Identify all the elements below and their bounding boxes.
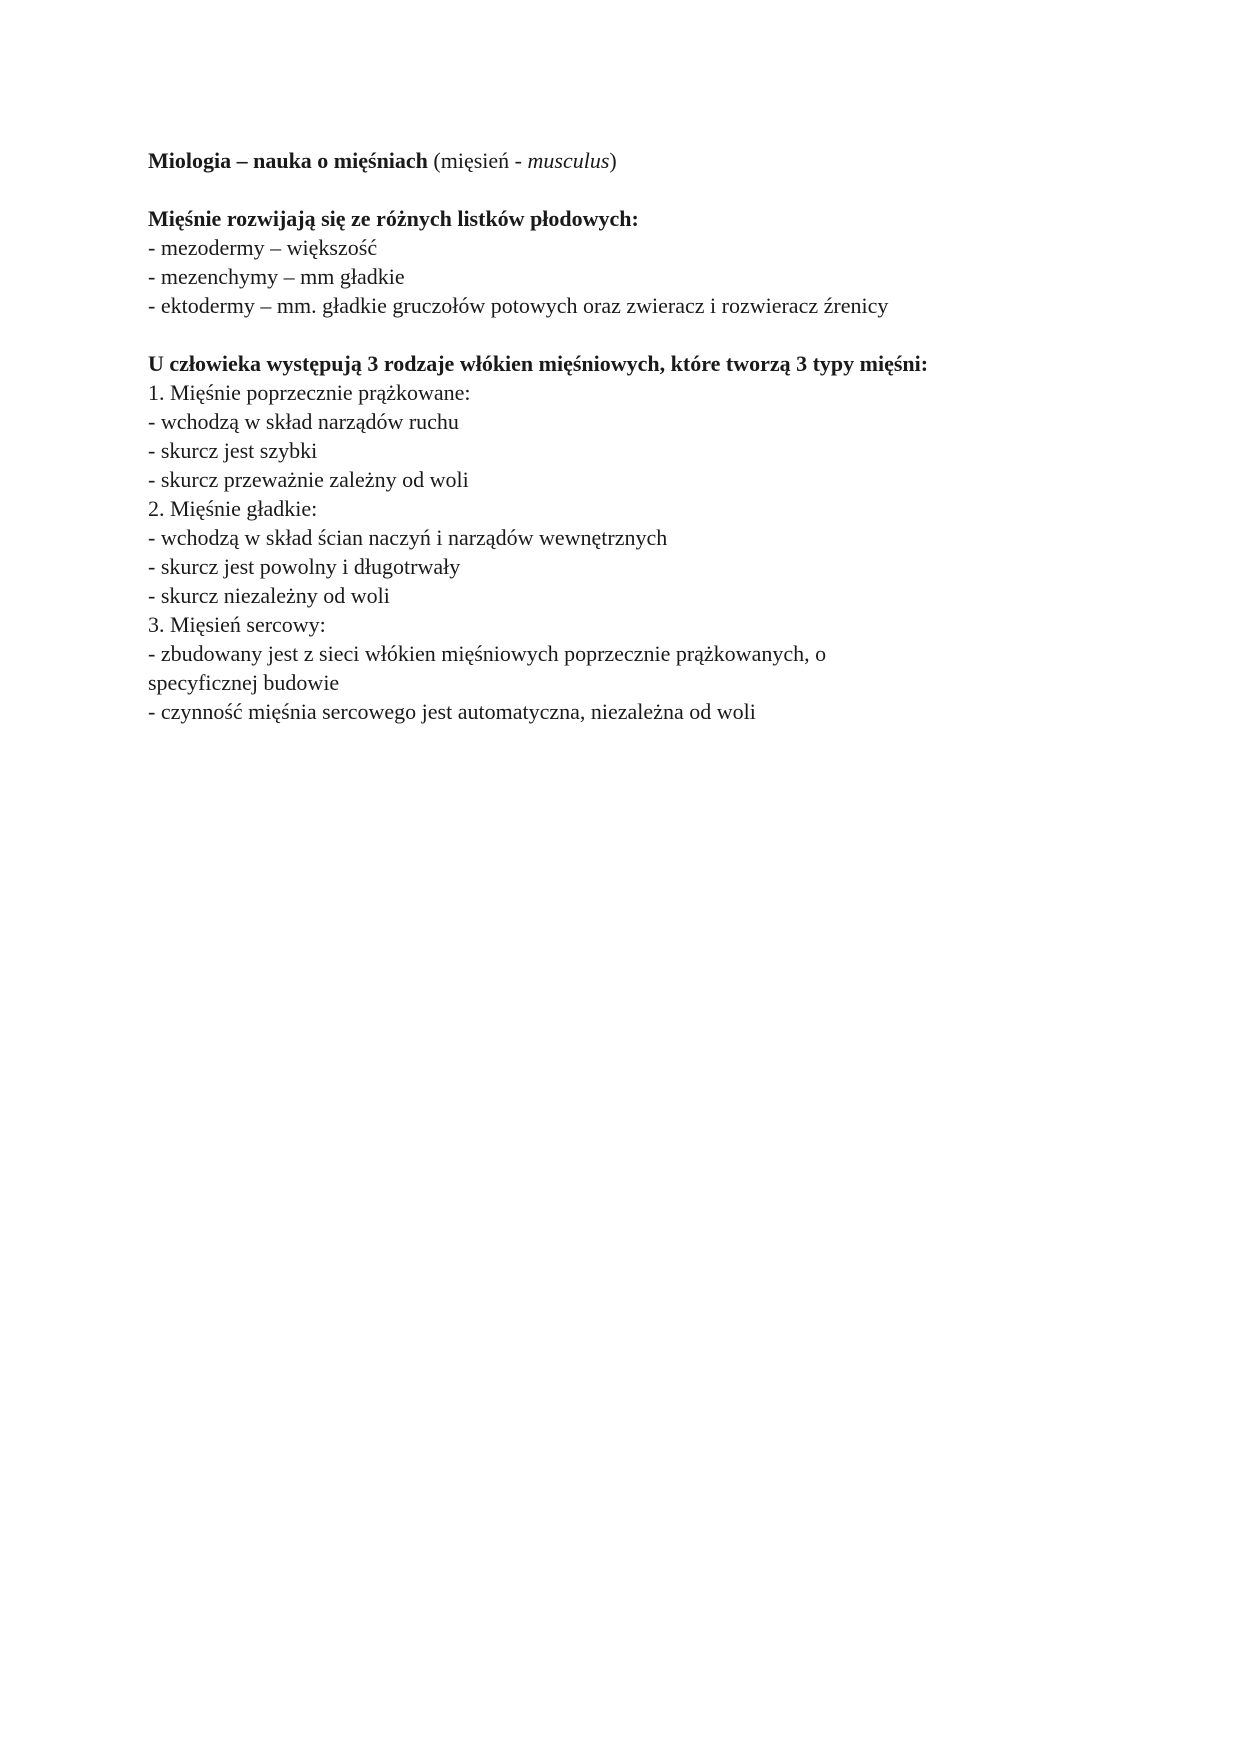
document-title: Miologia – nauka o mięśniach — [148, 148, 428, 173]
list-item: 3. Mięsień sercowy: — [148, 612, 326, 637]
section-heading — [148, 349, 1098, 378]
title-latin-prefix: (mięsień - — [433, 148, 528, 173]
section-heading-text: Mięśnie rozwijają się ze różnych listków płodowych: — [148, 206, 639, 231]
document-body — [148, 146, 1098, 726]
section-heading-text: U człowieka występują 3 rodzaje włókien mięśniowych, które tworzą 3 typy mięśni: — [148, 351, 929, 376]
title-latin-term: musculus — [527, 148, 610, 173]
list-item: - mezodermy – większość — [148, 235, 378, 260]
list-item: 1. Mięśnie poprzecznie prążkowane: — [148, 380, 471, 405]
list-item: - zbudowany jest z sieci włókien mięśniowych poprzecznie prążkowanych, o specyficznej budowie — [148, 641, 827, 695]
list-item: - skurcz niezależny od woli — [148, 583, 390, 608]
list-item: - czynność mięśnia sercowego jest automatyczna, niezależna od woli — [148, 699, 756, 724]
list-item: - wchodzą w skład ścian naczyń i narządów wewnętrznych — [148, 525, 668, 550]
title-close: ) — [609, 148, 617, 173]
list-item: - skurcz przeważnie zależny od woli — [148, 467, 469, 492]
list-item: - skurcz jest powolny i długotrwały — [148, 554, 461, 579]
section-heading — [148, 204, 1098, 233]
list-item: - skurcz jest szybki — [148, 438, 318, 463]
spacer — [148, 320, 1098, 349]
list-item: - mezenchymy – mm gładkie — [148, 264, 405, 289]
list-item: - wchodzą w skład narządów ruchu — [148, 409, 459, 434]
document-title-line — [148, 146, 1098, 175]
list-item: - ektodermy – mm. gładkie gruczołów potowych oraz zwieracz i rozwieracz źrenicy — [148, 293, 889, 318]
list-item: 2. Mięśnie gładkie: — [148, 496, 318, 521]
spacer — [148, 175, 1098, 204]
